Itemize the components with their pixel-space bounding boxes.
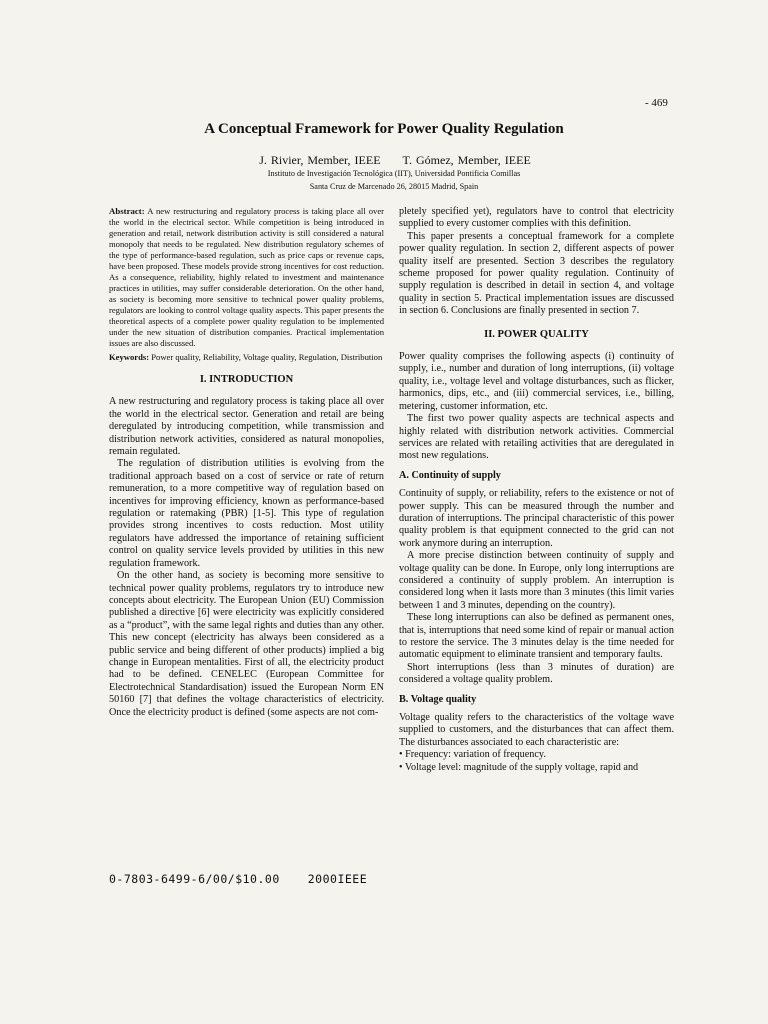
author-1: J. Rivier, Member, IEEE xyxy=(259,153,381,167)
intro-paragraph-continued: pletely specified yet), regulators have to control that electricity supplied to every customer complies with this definition. xyxy=(399,206,674,230)
keywords xyxy=(109,352,384,363)
continuity-paragraph-4: Short interruptions (less than 3 minutes of duration) are considered a voltage quality problem. xyxy=(399,661,674,686)
section-heading-introduction: I. INTRODUCTION xyxy=(199,374,294,385)
keywords-text: Power quality, Reliability, Voltage quality, Regulation, Distribution xyxy=(151,352,383,362)
voltage-paragraph-1: Voltage quality refers to the characteristics of the voltage wave supplied to customers, and the disturbances that can affect them. The disturbances associated to each characteristic are: xyxy=(399,712,674,748)
right-column xyxy=(399,206,674,774)
pq-paragraph-1: Power quality comprises the following aspects (i) continuity of supply, i.e., number and duration of long interruptions, (ii) voltage quality, i.e., voltage level and voltage disturbances, such as flicker, harmonics, dips, etc., and (iii) commercial services, i.e., billing, metering, customer information, etc. xyxy=(399,351,674,412)
continuity-paragraph-3: These long interruptions can also be defined as permanent ones, that is, interruptions that need some kind of repair or manual action to restore the service. The 3 minutes delay is the time needed for automatic equipment to eliminate transient and temporary faults. xyxy=(399,612,674,661)
abstract xyxy=(109,206,384,349)
continuity-paragraph-1: Continuity of supply, or reliability, refers to the existence or not of power supply. This can be measured through the number and duration of interruptions. The principal characteristic of this power quality problem is that equipment connected to the grid can not work anymore during an interruption. xyxy=(399,488,674,549)
page-number: - 469 xyxy=(645,97,668,109)
intro-paragraph-4: This paper presents a conceptual framework for a complete power quality regulation. In section 2, different aspects of power quality itself are presented. Section 3 describes the regulatory scheme proposed for power quality regulation. Continuity of supply regulation is described in detail in section 4, and voltage quality in section 5. Practical implementation issues are discussed in section 6. Conclusions are finally presented in section 7. xyxy=(399,230,674,317)
footer-copyright xyxy=(109,872,367,886)
bullet-voltage-level: • Voltage level: magnitude of the supply voltage, rapid and xyxy=(399,761,639,773)
affiliation-line-1: Instituto de Investigación Tecnológica (IIT), Universidad Pontificia Comillas xyxy=(267,169,521,178)
abstract-text: A new restructuring and regulatory process is taking place all over the world in the electrical sector. While competition is being introduced in generation and retail, network distribution activity is still considered a natural monopoly that needs to be regulated. New distribution regulatory schemes of the type of performance-based regulation, such as price caps or revenue caps, have been proposed. These models provide strong incentives for cost reduction. As a consequence, reliability, highly related to investment and maintenance practices in utilities, may suffer considerable deterioration. On the other hand, as society is becoming more sensitive to technical power quality problems, regulators are looking to control voltage quality aspects. This paper presents the theoretical aspects of a complete power quality regulation to be implemented under the new situation of distribution companies. Practical implementation issues are also discussed. xyxy=(109,206,384,348)
affiliation-line-2: Santa Cruz de Marcenado 26, 28015 Madrid, Spain xyxy=(309,182,479,191)
intro-paragraph-1: A new restructuring and regulatory process is taking place all over the world in the electrical sector. Generation and retail are being deregulated by introducing competition, while transmission and distribution network activities, considered as natural monopolies, remain regulated. xyxy=(109,396,384,458)
intro-paragraph-2: The regulation of distribution utilities is evolving from the traditional approach based on a cost of service or rate of return remuneration, to a more competitive way of regulation based on incentives for improving efficiency, known as performance-based regulation or ratemaking (PBR) [1-5]. This type of regulation provides strong incentives to costs reduction. Most utility regulators have addressed the importance of retaining sufficient control on quality service levels provided by utilities in this new regulation framework. xyxy=(109,458,384,569)
footer-code: 0-7803-6499-6/00/$10.00 xyxy=(109,872,280,886)
author-line xyxy=(0,153,768,168)
paper-title: A Conceptual Framework for Power Quality Regulation xyxy=(204,121,564,137)
bullet-frequency: • Frequency: variation of frequency. xyxy=(399,749,546,761)
continuity-paragraph-2: A more precise distinction between continuity of supply and voltage quality can be done. In Europe, only long interruptions are considered a continuity of supply problem. An interruption is considered long when it lasts more than 3 minutes (this limit varies between 1 and 3 minutes, depending on the country). xyxy=(399,550,674,611)
pq-paragraph-2: The first two power quality aspects are technical aspects and highly related with distribution network activities. Commercial services are related with retailing activities that are deregulated in most new regulations. xyxy=(399,413,674,462)
intro-paragraph-3: On the other hand, as society is becoming more sensitive to technical power quality problems, regulators try to introduce new concepts about electricity. The European Union (EU) Commission published a directive [6] were electricity was explicitly considered as a “product”, with the same legal rights and duties than any other. This new concept (electricity has always been considered as a public service and being different of other products) implied a big change in European mentalities. First of all, the electricity product had to be defined. CENELEC (European Committee for Electrotechnical Standardisation) issued the European Norm EN 50160 [7] that defines the voltage characteristics of electricity. Once the electricity product is defined (some aspects are not com- xyxy=(109,570,384,718)
footer-ieee: 2000IEEE xyxy=(307,872,368,886)
keywords-label: Keywords: xyxy=(109,352,150,362)
subsection-heading-voltage: B. Voltage quality xyxy=(399,693,477,705)
section-heading-power-quality: II. POWER QUALITY xyxy=(484,328,589,340)
abstract-label: Abstract: xyxy=(109,206,145,216)
subsection-heading-continuity: A. Continuity of supply xyxy=(399,469,501,481)
author-2: T. Gómez, Member, IEEE xyxy=(402,153,531,167)
left-column xyxy=(109,206,384,719)
